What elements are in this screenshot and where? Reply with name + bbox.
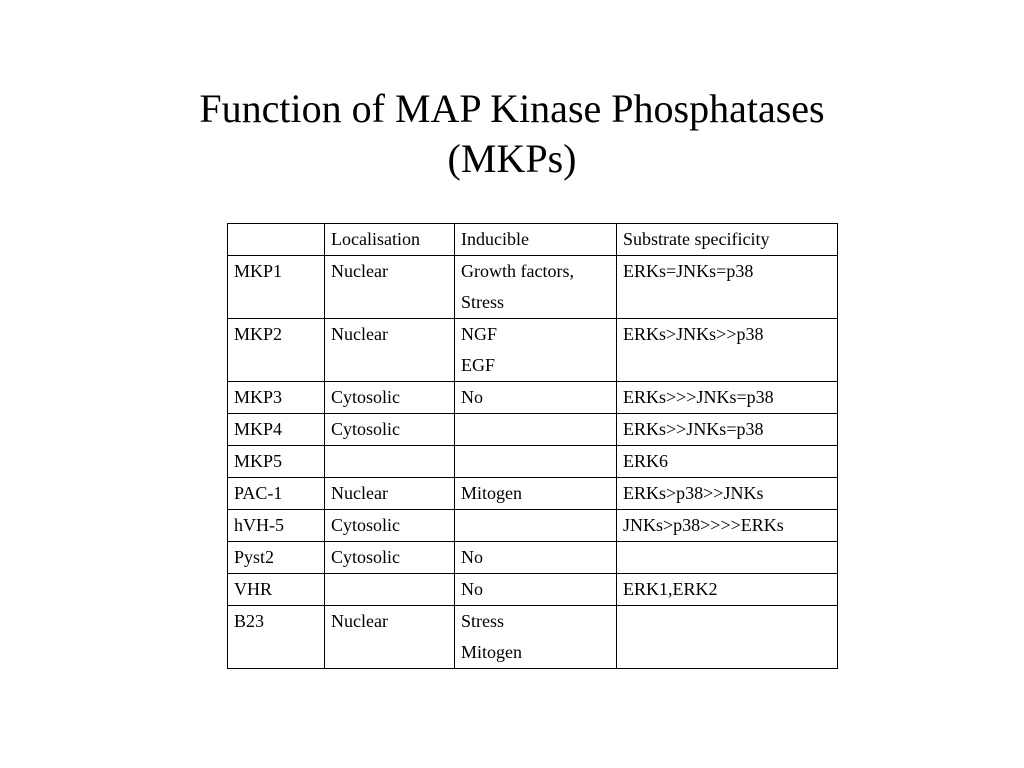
cell-name: hVH-5 xyxy=(228,510,325,542)
inducible-line: No xyxy=(461,387,483,407)
cell-localisation: Cytosolic xyxy=(325,414,455,446)
header-name xyxy=(228,224,325,256)
table-header-row xyxy=(228,224,838,256)
header-localisation: Localisation xyxy=(325,224,455,256)
cell-inducible xyxy=(455,542,617,574)
cell-inducible xyxy=(455,606,617,669)
cell-name: VHR xyxy=(228,574,325,606)
table-row xyxy=(228,446,838,478)
cell-localisation: Cytosolic xyxy=(325,510,455,542)
table-row xyxy=(228,414,838,446)
cell-localisation: Nuclear xyxy=(325,478,455,510)
cell-inducible xyxy=(455,446,617,478)
table-row xyxy=(228,510,838,542)
inducible-line xyxy=(461,510,610,541)
inducible-line: NGF xyxy=(461,324,498,344)
cell-name: MKP4 xyxy=(228,414,325,446)
cell-localisation: Nuclear xyxy=(325,256,455,319)
cell-substrate: ERKs>>>JNKs=p38 xyxy=(617,382,838,414)
cell-localisation: Nuclear xyxy=(325,606,455,669)
cell-substrate: ERKs>>JNKs=p38 xyxy=(617,414,838,446)
cell-substrate: ERKs>JNKs>>p38 xyxy=(617,319,838,382)
cell-inducible xyxy=(455,256,617,319)
header-substrate-specificity: Substrate specificity xyxy=(617,224,838,256)
table-row xyxy=(228,382,838,414)
cell-localisation xyxy=(325,446,455,478)
cell-substrate xyxy=(617,542,838,574)
cell-substrate: ERK6 xyxy=(617,446,838,478)
cell-name: MKP1 xyxy=(228,256,325,319)
mkp-function-table xyxy=(227,223,838,669)
cell-localisation: Nuclear xyxy=(325,319,455,382)
slide-title xyxy=(0,84,1024,184)
cell-inducible xyxy=(455,478,617,510)
inducible-line: Growth factors, xyxy=(461,261,574,281)
cell-name: MKP5 xyxy=(228,446,325,478)
cell-substrate: ERKs>p38>>JNKs xyxy=(617,478,838,510)
cell-localisation xyxy=(325,574,455,606)
table-body xyxy=(228,256,838,669)
table-row xyxy=(228,319,838,382)
cell-substrate: JNKs>p38>>>>ERKs xyxy=(617,510,838,542)
cell-name: MKP2 xyxy=(228,319,325,382)
inducible-line xyxy=(461,414,610,445)
slide-title-line-1: Function of MAP Kinase Phosphatases xyxy=(199,86,825,131)
cell-inducible xyxy=(455,574,617,606)
inducible-line xyxy=(461,446,610,477)
table-row xyxy=(228,478,838,510)
cell-substrate xyxy=(617,606,838,669)
cell-localisation: Cytosolic xyxy=(325,382,455,414)
inducible-line: No xyxy=(461,579,483,599)
cell-inducible xyxy=(455,510,617,542)
table-row xyxy=(228,606,838,669)
inducible-line: Stress xyxy=(461,611,505,631)
cell-substrate: ERKs=JNKs=p38 xyxy=(617,256,838,319)
cell-name: MKP3 xyxy=(228,382,325,414)
inducible-line: EGF xyxy=(461,355,496,375)
cell-name: PAC-1 xyxy=(228,478,325,510)
cell-name: Pyst2 xyxy=(228,542,325,574)
table-row xyxy=(228,256,838,319)
cell-inducible xyxy=(455,382,617,414)
inducible-line: Mitogen xyxy=(461,642,522,662)
cell-name: B23 xyxy=(228,606,325,669)
table-row xyxy=(228,574,838,606)
inducible-line: Mitogen xyxy=(461,483,522,503)
table-row xyxy=(228,542,838,574)
header-inducible: Inducible xyxy=(455,224,617,256)
cell-localisation: Cytosolic xyxy=(325,542,455,574)
cell-inducible xyxy=(455,319,617,382)
inducible-line: No xyxy=(461,547,483,567)
cell-substrate: ERK1,ERK2 xyxy=(617,574,838,606)
slide-title-line-2: (MKPs) xyxy=(447,136,577,181)
inducible-line: Stress xyxy=(461,292,505,312)
cell-inducible xyxy=(455,414,617,446)
